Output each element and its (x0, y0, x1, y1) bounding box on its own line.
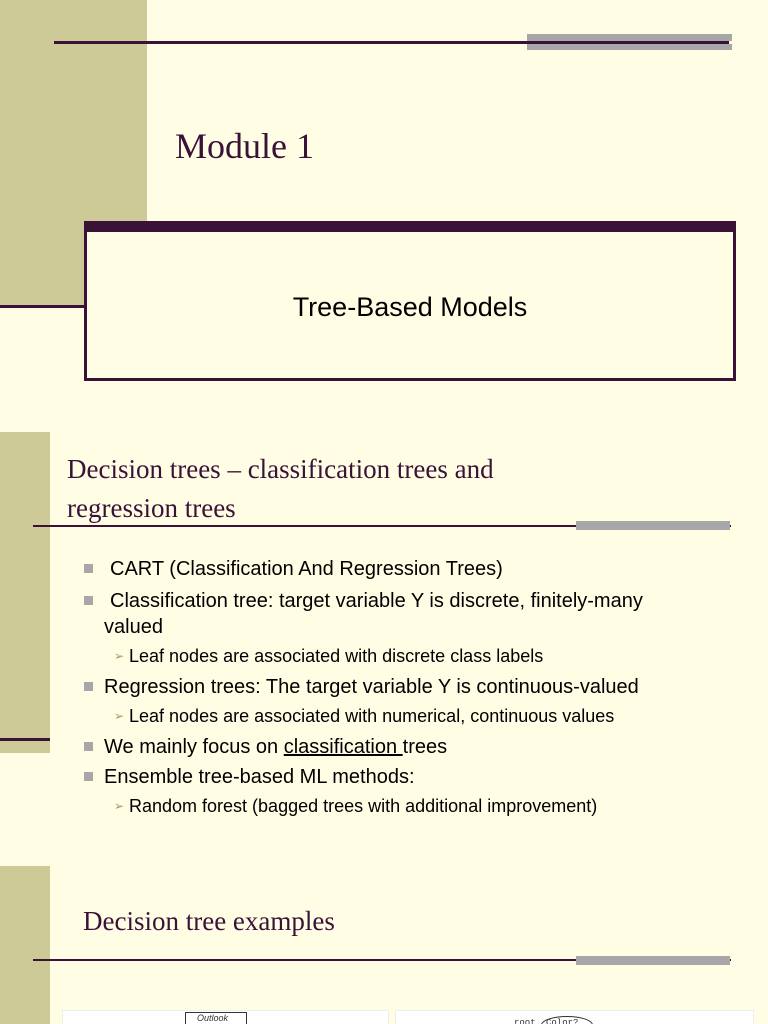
slide-module-title (0, 0, 768, 418)
bullet-text: Ensemble tree-based ML methods: (104, 766, 415, 788)
page-separator (0, 850, 768, 864)
top-gray-bar-lower (527, 44, 732, 50)
left-accent-bar (0, 866, 50, 1024)
bullet-text: CART (Classification And Regression Trees) (110, 558, 503, 580)
slide-heading (67, 450, 494, 528)
arrow-bullet-icon: ➢ (114, 799, 125, 813)
module-title: Module 1 (175, 126, 314, 166)
arrow-bullet-icon: ➢ (114, 649, 125, 663)
sub-bullet-text: Random forest (bagged trees with additional improvement) (129, 796, 598, 816)
bullet-focus (84, 734, 744, 760)
slide-decision-trees (0, 418, 768, 850)
slide-heading-line2: regression trees (67, 493, 236, 523)
bullet-ensemble (84, 764, 744, 790)
top-gray-bar (527, 34, 732, 41)
bullet-cart (84, 556, 744, 582)
bullet-text: Classification tree: target variable Y is discrete, finitely-many (110, 590, 643, 612)
tree-node-label: Color? (546, 1018, 579, 1024)
heading-gray-bar (576, 956, 730, 965)
slide-heading-line1: Decision trees – classification trees and (67, 454, 494, 484)
page-separator (0, 418, 768, 432)
slide-heading: Decision tree examples (83, 906, 335, 936)
slide-tree-examples (0, 850, 768, 1024)
sub-bullet-leaf-discrete (84, 644, 744, 668)
title-box-text: Tree-Based Models (292, 292, 528, 322)
sub-bullet-text: Leaf nodes are associated with numerical, continuous values (129, 706, 615, 726)
box-connector-line (0, 305, 86, 308)
sub-bullet-leaf-continuous (84, 704, 744, 728)
tree-node-label: Outlook (197, 1013, 229, 1023)
bullet-text: Regression trees: The target variable Y is continuous-valued (104, 676, 639, 698)
bullet-regression-trees (84, 674, 744, 700)
classification-link[interactable]: classification (283, 736, 403, 758)
bullet-text: We mainly focus on (104, 736, 284, 758)
left-accent-rule (0, 738, 50, 741)
bullet-text-end: trees (402, 736, 448, 758)
title-box (84, 221, 736, 381)
sub-bullet-text: Leaf nodes are associated with discrete class labels (129, 646, 544, 666)
bullet-classification-tree (84, 588, 744, 640)
example-tree-figure-1 (62, 1010, 389, 1024)
arrow-bullet-icon: ➢ (114, 709, 125, 723)
bullet-list (84, 556, 744, 824)
bullet-text-cont: valued (104, 616, 163, 638)
sub-bullet-random-forest (84, 794, 744, 818)
tree-root-label: root (514, 1018, 536, 1024)
left-accent-bar (0, 432, 50, 753)
heading-gray-bar (576, 521, 730, 530)
example-tree-figure-2 (395, 1010, 754, 1024)
